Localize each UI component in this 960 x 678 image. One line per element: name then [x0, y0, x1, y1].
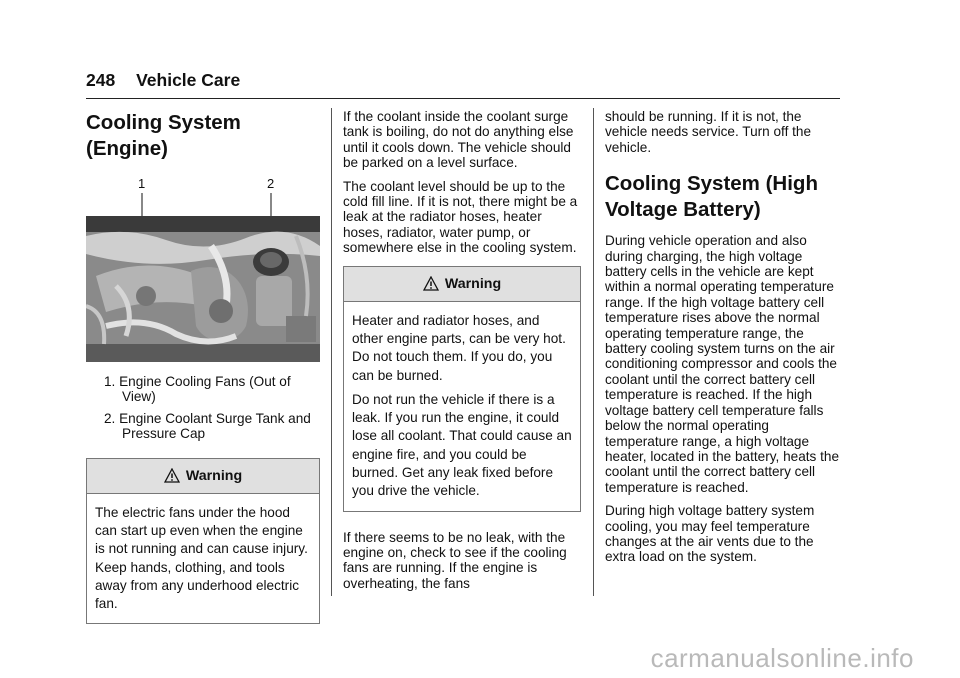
warning-icon [423, 276, 439, 292]
warning-box-fans [86, 458, 320, 625]
section-heading-engine-cooling: Cooling System (Engine) [86, 111, 241, 160]
paragraph: should be running. If it is not, the vehicle needs service. Turn off the vehicle. [605, 109, 812, 155]
page-number: 248 [86, 70, 116, 90]
watermark: carmanualsonline.info [650, 643, 914, 673]
callout-2-label: 2 [267, 176, 275, 191]
warning-icon [164, 468, 180, 484]
warning-title: Warning [185, 467, 243, 484]
warning-text: Heater and radiator hoses, and other engine parts, can be very hot. Do not touch them. If you do, you can be burned. [352, 312, 566, 383]
legend-item: 2. Engine Coolant Surge Tank and Pressure Cap [104, 410, 311, 442]
warning-title: Warning [444, 275, 502, 292]
warning-box-hoses [343, 266, 581, 512]
callout-1-label: 1 [138, 176, 146, 191]
column-1 [86, 110, 320, 624]
page-header [86, 70, 240, 91]
column-2 [343, 109, 581, 599]
engine-compartment-image [86, 216, 320, 362]
warning-header [344, 267, 580, 302]
figure-legend [86, 374, 320, 442]
legend-item: 1. Engine Cooling Fans (Out of View) [104, 374, 291, 405]
paragraph: If there seems to be no leak, with the engine on, check to see if the cooling fans are running. If the engine is overheating, the fans [343, 529, 567, 591]
paragraph: The coolant level should be up to the cold fill line. If it is not, there might be a leak at the radiator hoses, heater hoses, radiator, water pump, or somewhere else in the cooling system. [343, 178, 578, 256]
warning-text: The electric fans under the hood can start up even when the engine is not running and can cause injury. Keep hands, clothing, and tools away from any underhood electric fan. [95, 504, 308, 612]
engine-figure [86, 176, 320, 362]
section-heading-battery-cooling: Cooling System (High Voltage Battery) [605, 172, 818, 222]
warning-header [87, 459, 319, 494]
paragraph: During high voltage battery system cooling, you may feel temperature changes at the air vents due to the extra load on the system. [605, 503, 815, 565]
paragraph: If the coolant inside the coolant surge tank is boiling, do not do anything else until it cools down. The vehicle should be parked on a level surface. [343, 109, 574, 171]
section-title: Vehicle Care [136, 70, 241, 90]
header-rule [86, 98, 840, 99]
warning-text: Do not run the vehicle if there is a leak. If you run the engine, it could lose all coolant. That could cause an engine fire, and you could be burned. Get any leak fixed before you drive the vehicle. [352, 391, 572, 499]
column-3 [605, 109, 840, 573]
column-separator-1 [331, 108, 332, 596]
column-separator-2 [593, 108, 594, 596]
paragraph: During vehicle operation and also during charging, the high voltage battery cells in the vehicle are kept within a normal operating temperature range. If the high voltage battery cell temperature rises above the normal operating temperature range, the battery cooling system turns on the air conditioning compressor and cools the coolant until the correct battery cell temperature is reached. If the high voltage battery cell temperature falls below the normal operating temperature range, a high voltage heater, located in the battery, heats the coolant until the correct battery cell temperature is reached. [605, 233, 840, 495]
